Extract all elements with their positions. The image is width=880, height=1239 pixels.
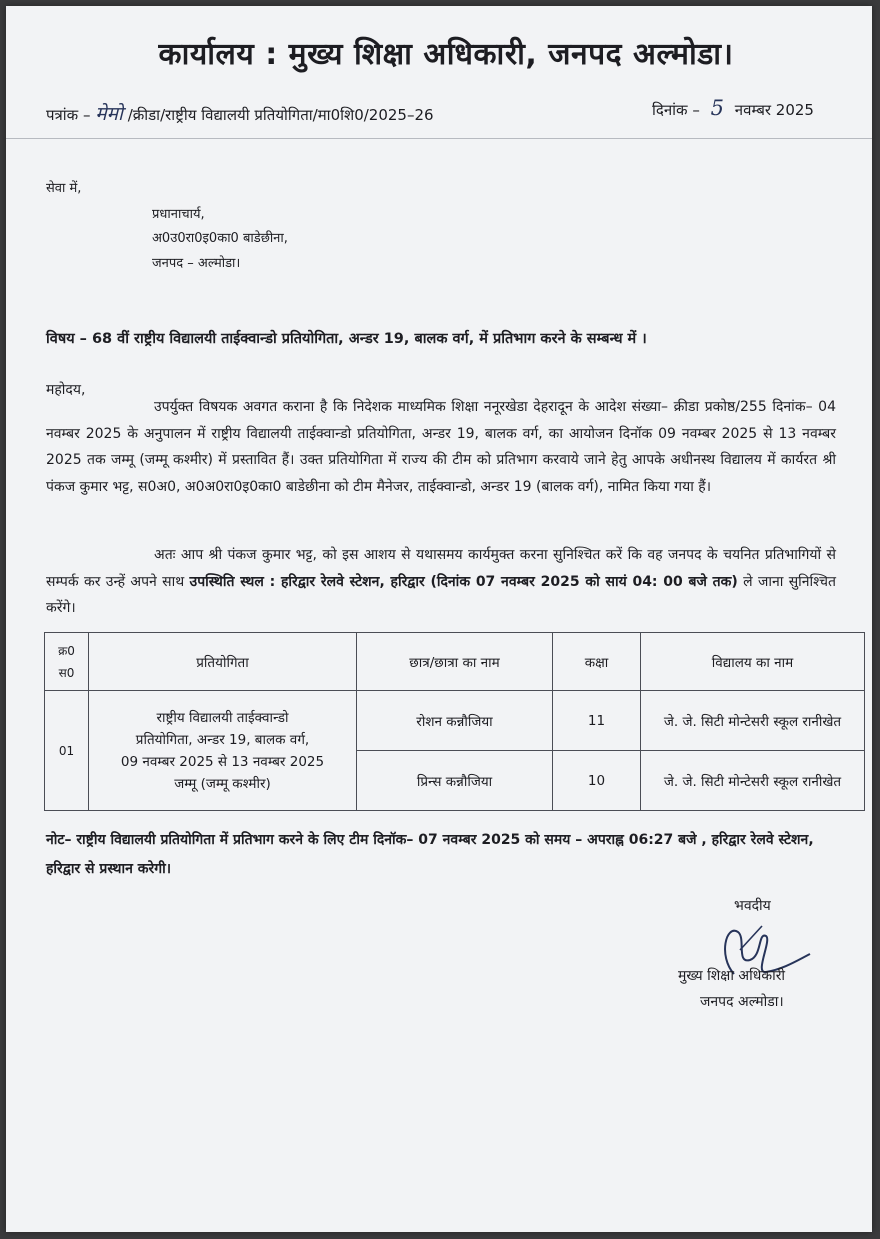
- office-title: कार्यालय : मुख्य शिक्षा अधिकारी, जनपद अल्मोडा।: [158, 37, 734, 72]
- closing-yours: भवदीय: [734, 898, 771, 914]
- header-divider: [6, 138, 872, 139]
- subject-line: विषय – 68 वीं राष्ट्रीय विद्यालयी ताईक्वान्डो प्रतियोगिता, अन्डर 19, बालक वर्ग, में प्रतिभाग करने के सम्बन्ध में ।: [46, 331, 647, 347]
- cell-competition: राष्ट्रीय विद्यालयी ताईक्वान्डो प्रतियोगिता, अन्डर 19, बालक वर्ग, 09 नवम्बर 2025 से 13 नवम्बर 2025 जम्मू (जम्मू कश्मीर): [89, 691, 357, 811]
- signatory-designation: मुख्य शिक्षा अधिकारी: [678, 968, 786, 984]
- header-serial: क्र0 स0: [45, 633, 89, 691]
- recipient-line-1: प्रधानाचार्य,: [152, 207, 205, 222]
- body-paragraph-1: उपर्युक्त विषयक अवगत कराना है कि निदेशक माध्यमिक शिक्षा ननूरखेडा देहरादून के आदेश संख्या– क्रीडा प्रकोष्ठ/255 दिनांक– 04 नवम्बर 2025 के अनुपालन में राष्ट्रीय विद्यालयी ताईक्वान्डो प्रतियोगिता, अन्डर 19, बालक वर्ग, का आयोजन दिनॉक 09 नवम्बर 2025 से 13 नवम्बर 2025 तक जम्मू (जम्मू कश्मीर) में प्रस्तावित हैं। उक्त प्रतियोगिता में राज्य की टीम को प्रतिभाग करवाये जाने हेतु आपके अधीनस्थ विद्यालय में कार्यरत श्री पंकज कुमार भट्ट, स0अ0, अ0अ0रा0इ0का0 बाडेछीना को टीम मैनेजर, ताईक्वान्डो, अन्डर 19 (बालक वर्ग), नामित किया गया हैं।: [46, 399, 836, 495]
- paragraph-2-intro: अतः आप श्री पंकज कुमार भट्ट, को इस आशय से यथासमय कार्यमुक्त करना सुनिश्चित करें कि वह जनपद के चयनित प्रतिभागियों से सम्पर्क कर उन्हें अपने साथ: [46, 547, 836, 590]
- date-month-year: नवम्बर 2025: [734, 101, 814, 119]
- letter-number-handwritten: मेमो: [95, 103, 123, 125]
- salutation-to: सेवा में,: [46, 181, 82, 196]
- cell-class: 10: [553, 751, 641, 811]
- body-paragraph-2: [46, 542, 836, 622]
- cell-school-name: जे. जे. सिटी मोन्टेसरी स्कूल रानीखेत: [641, 751, 865, 811]
- header-competition: प्रतियोगिता: [89, 633, 357, 691]
- cell-class: 11: [553, 691, 641, 751]
- cell-serial: 01: [45, 691, 89, 811]
- letter-number: [46, 100, 434, 126]
- recipient-line-3: जनपद – अल्मोडा।: [152, 256, 241, 271]
- header-class: कक्षा: [553, 633, 641, 691]
- table-header-row: [45, 633, 865, 691]
- recipient-line-2: अ0उ0रा0इ0का0 बाडेछीना,: [152, 231, 288, 246]
- date-handwritten-day: 5: [710, 96, 725, 120]
- letter-page: [6, 6, 872, 1232]
- paragraph-2-end: ले जाना सुनिश्चित करेंगे।: [46, 573, 836, 616]
- letter-number-reference: /क्रीडा/राष्ट्रीय विद्यालयी प्रतियोगिता/मा0शि0/2025–26: [127, 106, 434, 124]
- note-paragraph: नोट– राष्ट्रीय विद्यालयी प्रतियोगिता में प्रतिभाग करने के लिए टीम दिनॉक– 07 नवम्बर 2025 को समय – अपराह्न 06:27 बजे , हरिद्वार रेलवे स्टेशन, हरिद्वार से प्रस्थान करेगी।: [46, 832, 814, 877]
- header-school-name: विद्यालय का नाम: [641, 633, 865, 691]
- cell-student-name: प्रिन्स कन्नौजिया: [357, 751, 553, 811]
- cell-student-name: रोशन कन्नौजिया: [357, 691, 553, 751]
- header-student-name: छात्र/छात्रा का नाम: [357, 633, 553, 691]
- signatory-district: जनपद अल्मोडा।: [700, 994, 784, 1010]
- letter-number-label: पत्रांक –: [46, 106, 91, 124]
- date-label: दिनांक –: [652, 101, 700, 119]
- greeting: महोदय,: [46, 382, 86, 398]
- reporting-place: उपस्थिति स्थल : हरिद्वार रेलवे स्टेशन, हरिद्वार (दिनांक 07 नवम्बर 2025 को सायं 04: 00 बजे तक): [189, 573, 738, 590]
- letter-date: [652, 96, 814, 120]
- participants-table: [44, 632, 865, 811]
- cell-school-name: जे. जे. सिटी मोन्टेसरी स्कूल रानीखेत: [641, 691, 865, 751]
- table-row: [45, 691, 865, 751]
